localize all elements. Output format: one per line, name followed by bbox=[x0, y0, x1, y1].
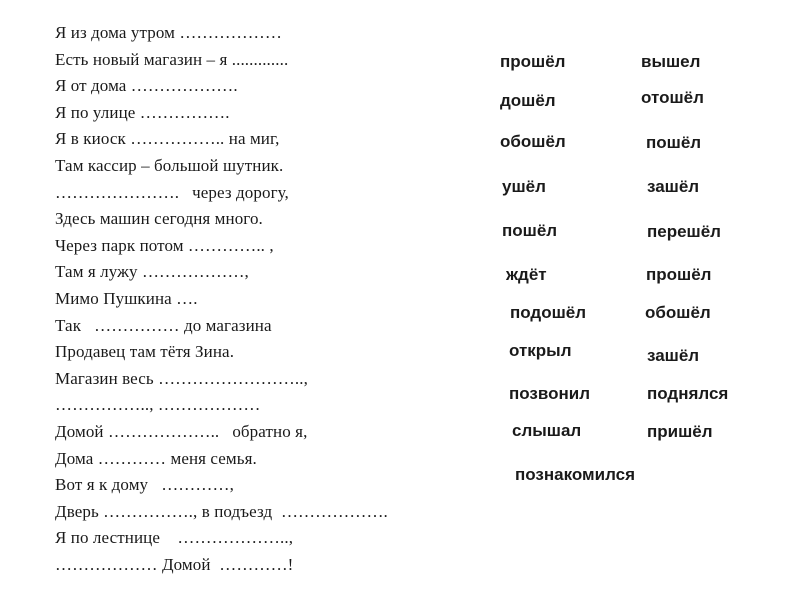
word-bank-item: вышел bbox=[641, 52, 701, 71]
word-bank-item: дошёл bbox=[500, 91, 556, 110]
word-bank-item: прошёл bbox=[500, 52, 566, 71]
poem-line-15: …………….., ……………… bbox=[55, 395, 261, 415]
word-bank-item: открыл bbox=[509, 341, 572, 360]
poem-line-9: Через парк потом ………….. , bbox=[55, 235, 274, 255]
word-bank-item: зашёл bbox=[647, 346, 700, 365]
poem-line-17: Дома ………… меня семья. bbox=[55, 448, 257, 468]
word-bank-item: ушёл bbox=[502, 177, 546, 196]
poem-line-13: Продавец там тётя Зина. bbox=[55, 342, 235, 362]
poem-line-11: Мимо Пушкина …. bbox=[55, 288, 198, 308]
poem-line-12: Так …………… до магазина bbox=[55, 315, 272, 335]
word-bank-item: ждёт bbox=[506, 265, 547, 284]
poem-line-4: Я по улице ……………. bbox=[55, 102, 230, 122]
poem-line-2: Есть новый магазин – я ............. bbox=[55, 49, 289, 69]
poem-line-10: Там я лужу ………………, bbox=[55, 262, 249, 282]
poem-line-5: Я в киоск …………….. на миг, bbox=[55, 129, 280, 149]
poem-line-3: Я от дома ………………. bbox=[55, 76, 238, 96]
word-bank-item: отошёл bbox=[641, 88, 704, 107]
poem-line-20: Я по лестнице ……………….., bbox=[55, 528, 294, 548]
poem-line-19: Дверь ……………., в подъезд ………………. bbox=[55, 501, 388, 521]
word-bank-item: познакомился bbox=[515, 465, 636, 484]
word-bank-item: обошёл bbox=[645, 303, 711, 322]
word-bank-item: обошёл bbox=[500, 132, 566, 151]
word-bank-item: слышал bbox=[512, 421, 582, 440]
word-bank-item: перешёл bbox=[647, 222, 721, 241]
word-bank-item: прошёл bbox=[646, 265, 712, 284]
poem-line-6: Там кассир – большой шутник. bbox=[55, 155, 284, 175]
poem-line-16: Домой ……………….. обратно я, bbox=[55, 421, 308, 441]
word-bank-item: пришёл bbox=[647, 422, 713, 441]
word-bank-item: пошёл bbox=[646, 133, 702, 152]
poem-line-7: …………………. через дорогу, bbox=[55, 182, 289, 202]
word-bank-item: зашёл bbox=[647, 177, 700, 196]
poem-text bbox=[55, 20, 388, 578]
poem-line-14: Магазин весь …………………….., bbox=[55, 368, 308, 388]
word-bank-item: поднялся bbox=[647, 384, 729, 403]
word-bank-item: подошёл bbox=[510, 303, 587, 322]
poem-line-21: ……………… Домой …………! bbox=[55, 554, 294, 574]
word-bank-item: позвонил bbox=[509, 384, 591, 403]
word-bank-item: пошёл bbox=[502, 221, 558, 240]
poem-line-8: Здесь машин сегодня много. bbox=[55, 209, 263, 229]
poem-line-18: Вот я к дому …………, bbox=[55, 475, 234, 495]
poem-line-1: Я из дома утром ……………… bbox=[55, 23, 282, 42]
